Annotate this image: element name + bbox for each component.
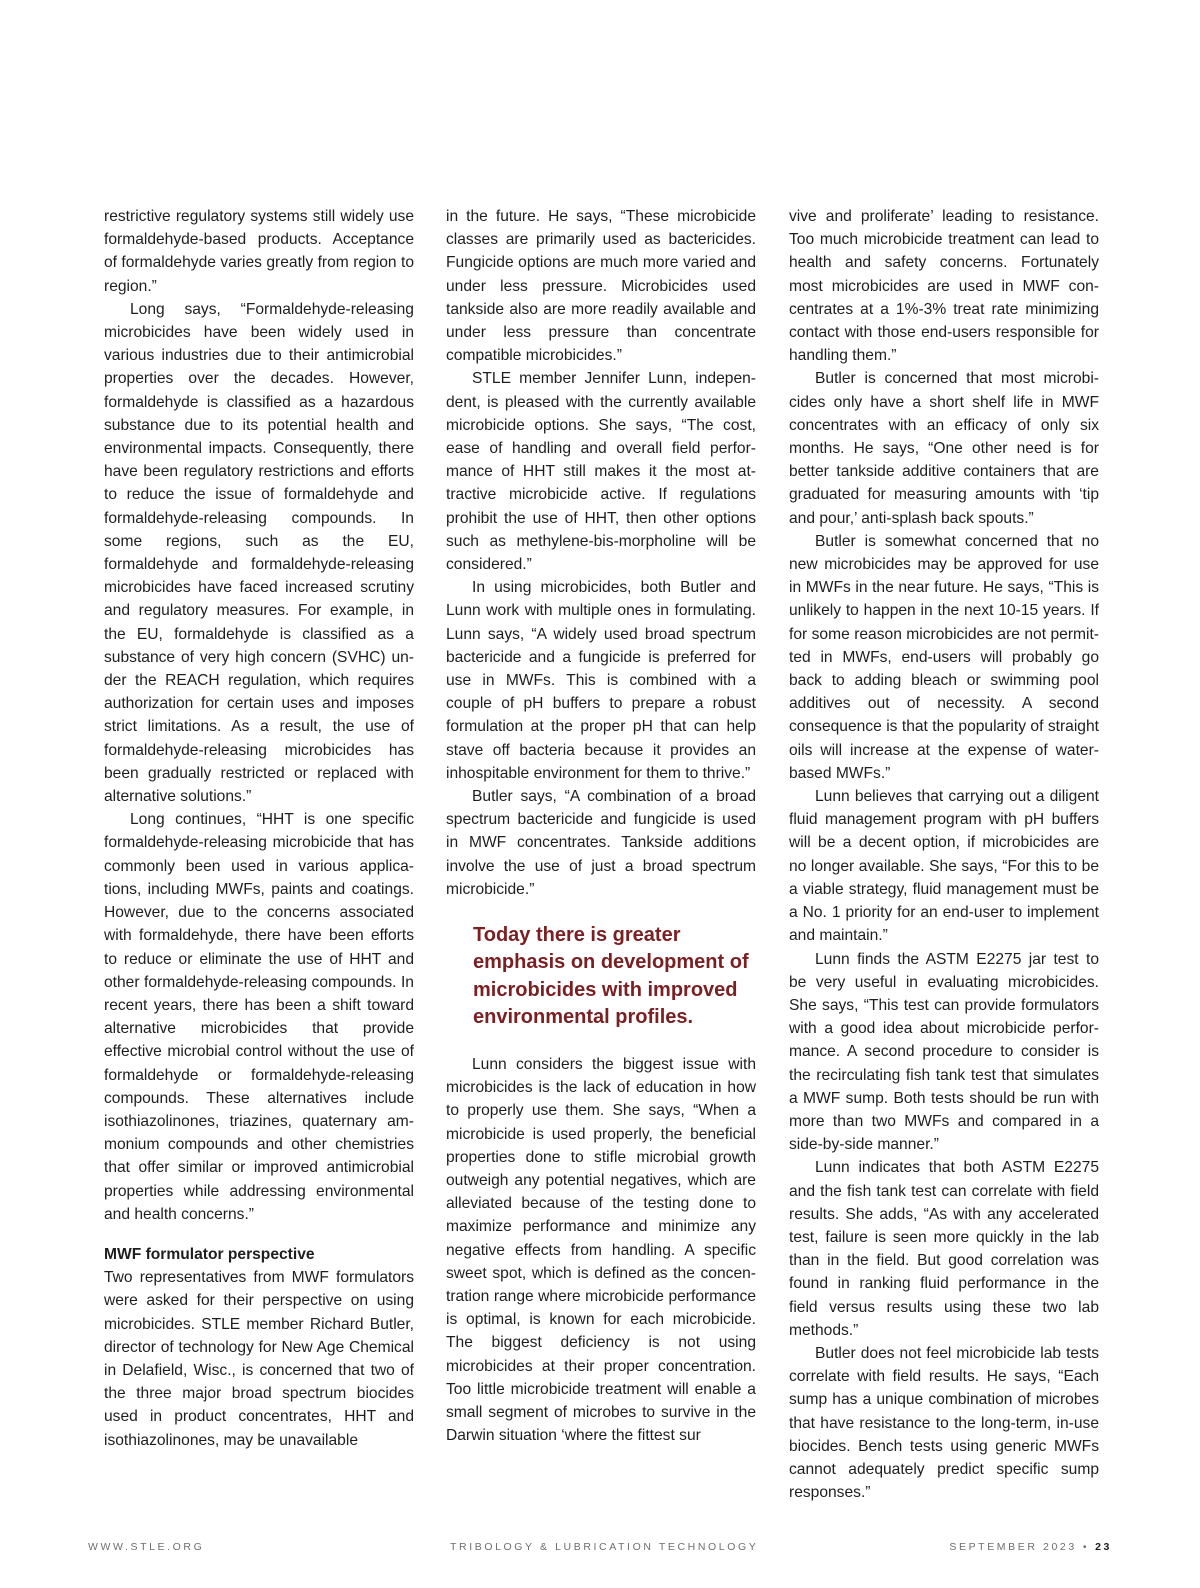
paragraph: Butler is concerned that most microbicides only have a short shelf life in MWF concentrates with an efficacy of only six months. He says, “One other need is for better tankside additive containers that are graduated for measuring amounts with ‘tip and pour,’ anti-splash back spouts.” xyxy=(789,370,1099,527)
paragraph: Butler says, “A combination of a broad spectrum bactericide and fungicide is used in MWF concentrates. Tankside additions involve the use of just a broad spectrum microbicide.” xyxy=(446,788,756,898)
paragraph: Butler does not feel microbicide lab tests correlate with field results. He says, “Each sump has a unique combination of microbes that have resistance to the long-term, in-use biocides. Bench tests using generic MWFs cannot adequately predict specific sump responses.” xyxy=(789,1344,1099,1502)
paragraph: restrictive regulatory systems still widely use formaldehyde-based products. Acceptance of formaldehyde varies greatly from region to region.” xyxy=(104,208,414,295)
footer-publication: TRIBOLOGY & LUBRICATION TECHNOLOGY xyxy=(450,1541,759,1553)
paragraph: Butler is somewhat concerned that no new microbicides may be approved for use in MWFs in the near future. He says, “This is unlikely to happen in the next 10-15 years. If for some reason microbicides are not permitted in MWFs, end-users will probably go back to adding bleach or swimming pool additives out of necessity. A second consequence is that the popularity of straight oils will increase at the expense of water-based MWFs.” xyxy=(789,532,1099,782)
article-column-2 xyxy=(446,205,756,1447)
paragraph: in the future. He says, “These microbicide classes are primarily used as bactericides. Fungicide options are much more varied and under less pressure. Microbicides used tankside also are more readily available and under less pressure than concentrate compatible microbicides.” xyxy=(446,208,756,365)
pull-quote: Today there is greater emphasis on development of microbicides with improved environmental profiles. xyxy=(473,924,749,1028)
article-column-1 xyxy=(104,205,414,1452)
paragraph: Long says, “Formaldehyde-releasing microbicides have been widely used in various industries due to their antimicrobial properties over the decades. However, formaldehyde is classified as a hazardous substance due to its potential health and environmental impacts. Consequently, there have been regulatory restrictions and efforts to reduce the issue of formaldehyde and formaldehyde-releasing compounds. In some regions, such as the EU, formaldehyde and formaldehyde-releasing microbicides have faced increased scrutiny and regulatory measures. For example, in the EU, formaldehyde is classified as a substance of very high concern (SVHC) under the REACH regulation, which requires authorization for certain uses and imposes strict limitations. As a result, the use of formaldehyde-releasing microbicides has been gradually restricted or replaced with alternative solutions.” xyxy=(104,300,414,806)
paragraph: vive and proliferate’ leading to resistance. Too much microbicide treatment can lead to health and safety concerns. Fortunately most microbicides are used in MWF concentrates at a 1%-3% treat rate minimizing contact with those end-users responsible for handling them.” xyxy=(789,208,1099,365)
paragraph: STLE member Jennifer Lunn, independent, is pleased with the currently available microbicide options. She says, “The cost, ease of handling and overall field performance of HHT still makes it the most attractive microbicide active. If regulations prohibit the use of HHT, then other options such as methylene-bis-morpholine will be considered.” xyxy=(446,370,756,574)
footer-issue: SEPTEMBER 2023 xyxy=(949,1541,1077,1553)
footer-issue-page xyxy=(949,1541,1112,1553)
article-column-3 xyxy=(789,205,1099,1504)
page-number: 23 xyxy=(1095,1541,1112,1553)
footer-separator: • xyxy=(1082,1541,1090,1553)
footer-website: WWW.STLE.ORG xyxy=(88,1541,205,1553)
paragraph: Lunn indicates that both ASTM E2275 and the fish tank test can correlate with field results. She adds, “As with any accelerated test, failure is seen more quickly in the lab than in the field. But good correlation was found in ranking fluid performance in the field versus results using these two lab methods.” xyxy=(789,1159,1099,1339)
paragraph: Lunn believes that carrying out a diligent fluid management program with pH buffers will be a decent option, if microbicides are no longer available. She says, “For this to be a viable strategy, fluid management must be a No. 1 priority for an end-user to implement and maintain.” xyxy=(789,788,1099,945)
paragraph: Long continues, “HHT is one specific formaldehyde-releasing microbicide that has commonly been used in various applications, including MWFs, paints and coatings. However, due to the concerns associated with formaldehyde, there have been efforts to reduce or eliminate the use of HHT and other formaldehyde-releasing compounds. In recent years, there has been a shift toward alternative microbicides that provide effective microbial control without the use of formaldehyde or formaldehyde-releasing compounds. These alternatives include isothiazolinones, triazines, quaternary ammonium compounds and other chemistries that offer similar or improved antimicrobial properties while addressing environmental and health concerns.” xyxy=(104,811,414,1223)
section-subhead: MWF formulator perspective xyxy=(104,1245,315,1263)
paragraph: In using microbicides, both Butler and Lunn work with multiple ones in formulating. Lunn says, “A widely used broad spectrum bactericide and a fungicide is preferred for use in MWFs. This is combined with a couple of pH buffers to prepare a robust formulation at the proper pH that can help stave off bacteria because it provides an inhospitable environment for them to thrive.” xyxy=(446,579,756,782)
paragraph: Lunn considers the biggest issue with microbicides is the lack of education in how to properly use them. She says, “When a microbicide is used properly, the beneficial properties done to stifle microbial growth outweigh any potential negatives, which are alleviated because of the testing done to maximize performance and minimize any negative effects from handling. A specific sweet spot, which is defined as the concentration range where microbicide performance is optimal, is known for each microbicide. The biggest deficiency is not using microbicides at their proper concentration. Too little microbicide treatment will enable a small segment of microbes to survive in the Darwin situation ‘where the fittest sur xyxy=(446,1055,756,1445)
paragraph: Two representatives from MWF formulators were asked for their perspective on using microbicides. STLE member Richard Butler, director of technology for New Age Chemical in Delafield, Wisc., is concerned that two of the three major broad spectrum biocides used in product concentrates, HHT and isothiazolinones, may be unavailable xyxy=(104,1269,414,1449)
paragraph: Lunn finds the ASTM E2275 jar test to be very useful in evaluating microbicides. She says, “This test can provide formulators with a good idea about microbicide performance. A second procedure to consider is the recirculating fish tank test that simulates a MWF sump. Both tests should be run with more than two MWFs and compared in a side-by-side manner.” xyxy=(789,950,1099,1154)
